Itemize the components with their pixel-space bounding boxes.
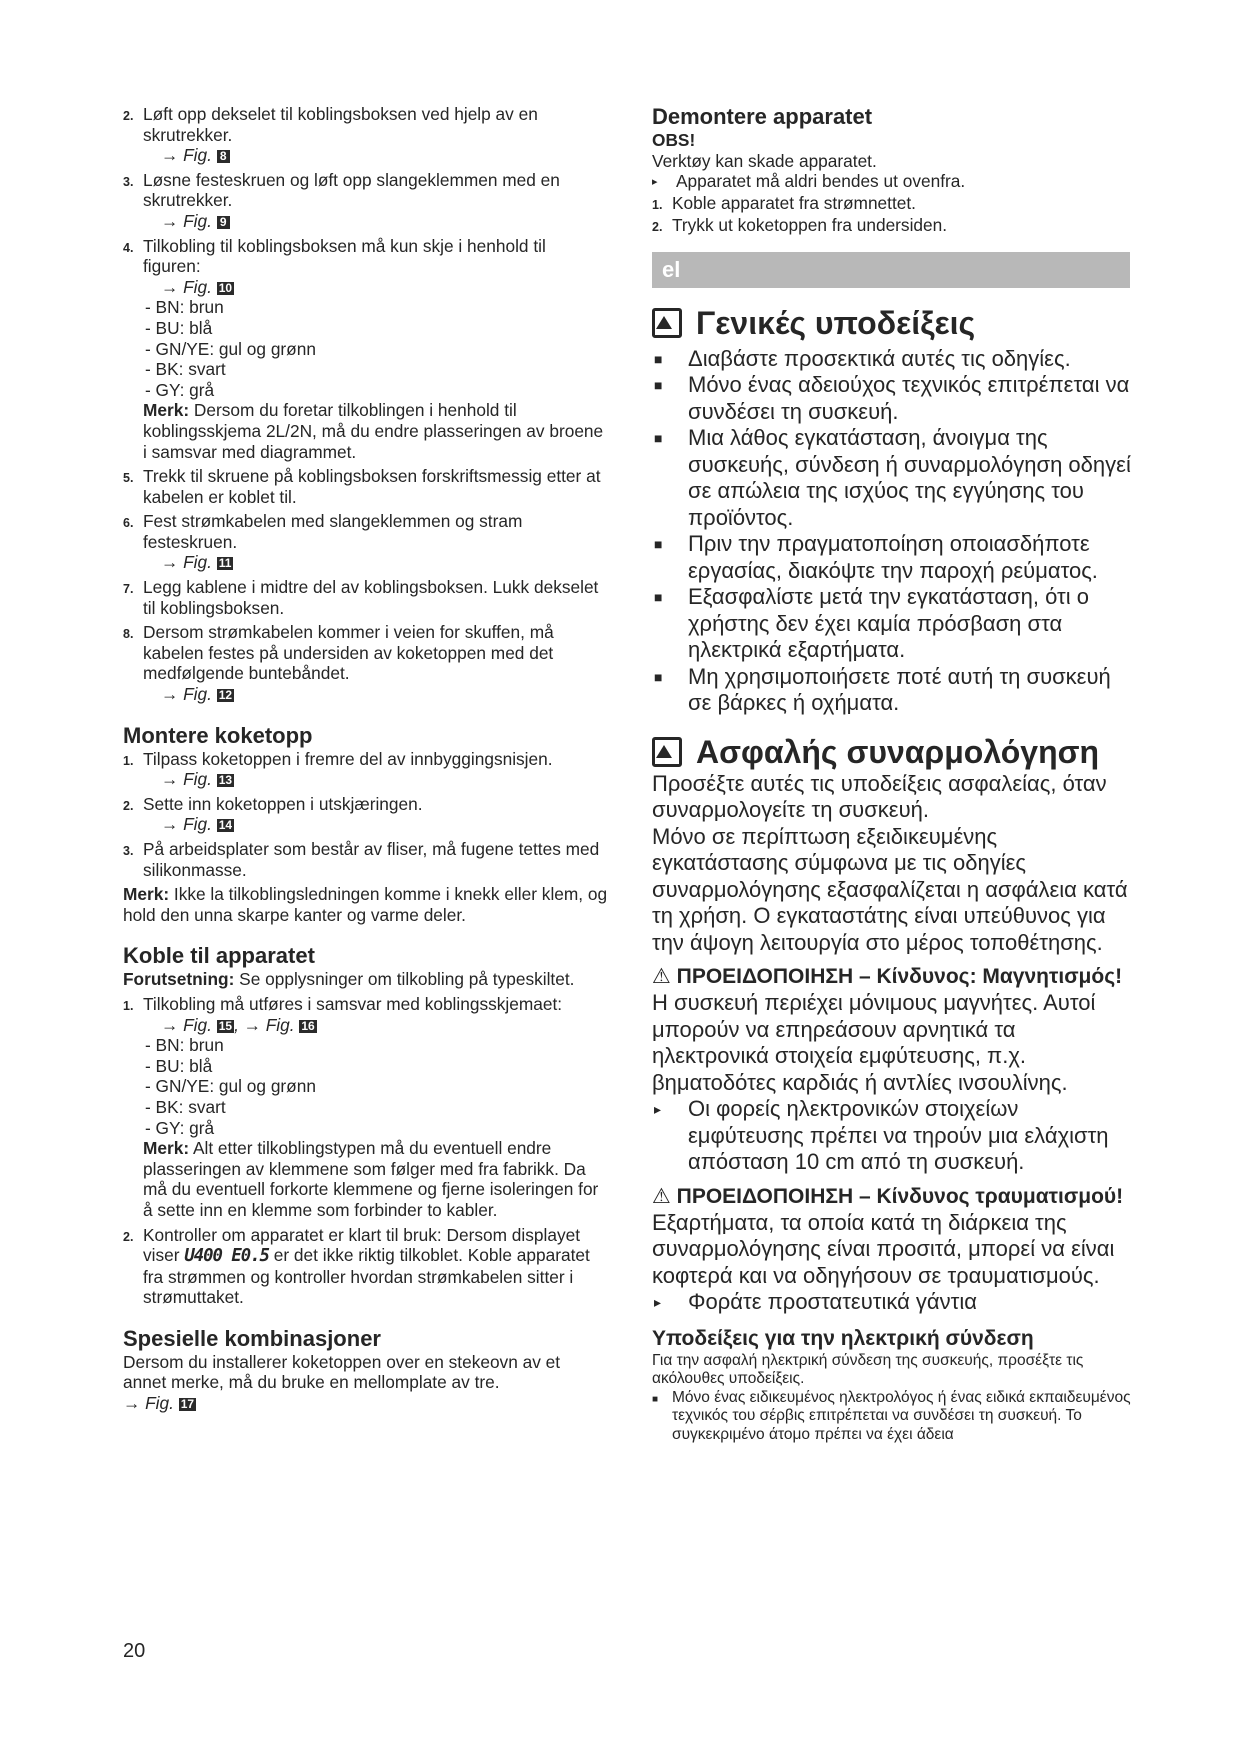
step-number: 1. bbox=[123, 753, 134, 768]
step-number: 4. bbox=[123, 240, 134, 255]
step-text: Legg kablene i midtre del av koblingsboksen. Lukk dekselet til koblingsboksen. bbox=[143, 577, 599, 618]
montere-step-1 bbox=[123, 749, 608, 790]
figure-number-badge: 10 bbox=[218, 280, 233, 295]
demontere-step-1 bbox=[652, 193, 1132, 216]
wire-color: - GY: grå bbox=[145, 1117, 215, 1138]
step-7 bbox=[123, 577, 608, 618]
caution-bullet: ▸ Apparatet må aldri bendes ut ovenfra. bbox=[652, 171, 966, 192]
figure-number-badge: 15 bbox=[218, 1018, 233, 1033]
paragraph: Η συσκευή περιέχει μόνιμους μαγνήτες. Αυτοί μπορούν να επηρεάσουν αρνητικά τα ηλεκτρονικά στοιχεία εμφύτευσης, π.χ. βηματοδότες καρδιάς ή αντλίες ινσουλίνης. bbox=[652, 990, 1096, 1095]
step-number: 1. bbox=[123, 998, 134, 1013]
figure-ref: → Fig. 17 bbox=[123, 1393, 195, 1414]
paragraph: Dersom du installerer koketoppen over en stekeovn av et annet merke, må du bruke en mellomplate av tre. bbox=[123, 1351, 561, 1393]
wire-color: - GY: grå bbox=[145, 379, 215, 400]
step-2 bbox=[123, 104, 608, 166]
caution-text: Verktøy kan skade apparatet. bbox=[652, 150, 877, 171]
list-item: ■ Μόνο ένας ειδικευμένος ηλεκτρολόγος ή ένας ειδικά εκπαιδευμένος τεχνικός του σέρβις επιτρέπεται να συνδέσει τη συσκευή. Το συγκεκριμένο άτομο πρέπει να έχει άδεια bbox=[652, 1388, 1131, 1443]
section-heading-safe-assembly: Ασφαλής συναρμολόγηση bbox=[652, 733, 1132, 771]
caution-label: OBS! bbox=[652, 130, 696, 150]
wire-color: - BU: blå bbox=[145, 317, 213, 338]
step-8 bbox=[123, 622, 608, 704]
wire-color: - GN/YE: gul og grønn bbox=[145, 338, 316, 359]
step-text: Koble apparatet fra strømnettet. bbox=[672, 192, 916, 213]
square-bullet-icon: ■ bbox=[654, 350, 663, 367]
montere-step-2 bbox=[123, 794, 608, 835]
section-heading-spesielle: Spesielle kombinasjoner bbox=[123, 1325, 381, 1351]
figure-ref: → Fig. 9 bbox=[161, 211, 608, 232]
step-number: 2. bbox=[123, 1229, 134, 1244]
square-bullet-icon: ■ bbox=[654, 430, 663, 447]
note: Merk: Dersom du foretar tilkoblingen i henhold til koblingsskjema 2L/2N, må du endre plasseringen av broene i samsvar med diagrammet. bbox=[143, 400, 604, 462]
step-number: 2. bbox=[123, 798, 134, 813]
step-number: 8. bbox=[123, 627, 134, 642]
step-4 bbox=[123, 236, 608, 463]
step-6 bbox=[123, 511, 608, 573]
step-text: Trykk ut koketoppen fra undersiden. bbox=[672, 215, 948, 236]
figure-ref: → Fig. 15 , → Fig. 16 bbox=[161, 1014, 315, 1035]
figure-ref: → Fig. 12 bbox=[161, 684, 233, 705]
step-number: 2. bbox=[652, 220, 663, 235]
wire-color: - BK: svart bbox=[145, 359, 226, 380]
list-item: ■ Μη χρησιμοποιήσετε ποτέ αυτή τη συσκευή σε βάρκες ή οχήματα. bbox=[654, 663, 1111, 716]
wire-color: - BN: brun bbox=[145, 297, 224, 318]
language-bar: el bbox=[652, 252, 1130, 288]
step-text: Trekk til skruene på koblingsboksen forskriftsmessig etter at kabelen er koblet til. bbox=[143, 466, 601, 507]
figure-number-badge: 14 bbox=[218, 818, 233, 833]
step-number: 3. bbox=[123, 174, 134, 189]
figure-number-badge: 9 bbox=[217, 216, 230, 229]
list-item: ■ Μια λάθος εγκατάσταση, άνοιγμα της συσκευής, σύνδεση ή συναρμολόγηση οδηγεί σε απώλεια της ισχύος της εγγύησης του προϊόντος. bbox=[654, 425, 1131, 530]
square-bullet-icon: ■ bbox=[654, 377, 663, 394]
square-bullet-icon: ■ bbox=[654, 589, 663, 606]
warning-triangle-icon: ⚠ bbox=[652, 1184, 671, 1208]
page-number: 20 bbox=[123, 1640, 146, 1662]
demontere-step-2 bbox=[652, 215, 1132, 238]
step-number: 2. bbox=[123, 109, 134, 123]
wire-color: - BK: svart bbox=[145, 1096, 226, 1117]
square-bullet-icon: ■ bbox=[652, 1393, 659, 1405]
figure-number-badge: 16 bbox=[301, 1018, 315, 1033]
warning-icon bbox=[652, 737, 682, 767]
step-text: På arbeidsplater som består av fliser, må fugene tettes med silikonmasse. bbox=[143, 839, 600, 880]
step-text: Tilkobling må utføres i samsvar med koblingsskjemaet: bbox=[143, 993, 563, 1014]
paragraph: Προσέξτε αυτές τις υποδείξεις ασφαλείας, όταν συναρμολογείτε τη συσκευή. bbox=[652, 770, 1107, 823]
step-number: 7. bbox=[123, 582, 134, 597]
square-bullet-icon: ■ bbox=[654, 536, 663, 553]
step-text: Løft opp dekselet til koblingsboksen ved hjelp av en skrutrekker. bbox=[143, 104, 538, 145]
figure-number-badge: 11 bbox=[218, 556, 232, 571]
arrow-bullet-icon: ▸ bbox=[652, 176, 658, 189]
left-column bbox=[123, 104, 608, 1414]
figure-ref: → Fig. 8 bbox=[161, 145, 608, 166]
figure-number-badge: 8 bbox=[217, 150, 230, 163]
figure-number-badge: 13 bbox=[218, 773, 233, 788]
step-number: 5. bbox=[123, 471, 134, 486]
square-bullet-icon: ■ bbox=[654, 668, 663, 685]
step-text: Tilkobling til koblingsboksen må kun skje i henhold til figuren: bbox=[143, 235, 546, 277]
list-item: ■ Πριν την πραγματοποίηση οποιασδήποτε εργασίας, διακόψτε την παροχή ρεύματος. bbox=[654, 531, 1098, 583]
figure-ref: → Fig. 10 bbox=[161, 276, 233, 297]
prerequisite: Forutsetning: Se opplysninger om tilkobling på typeskiltet. bbox=[123, 969, 575, 990]
right-column bbox=[652, 104, 1132, 1444]
step-text: Løsne festeskruen og løft opp slangeklemmen med en skrutrekker. bbox=[143, 169, 560, 211]
step-5 bbox=[123, 466, 608, 507]
warning-triangle-icon: ⚠ bbox=[652, 965, 671, 989]
section-heading-general: Γενικές υποδείξεις bbox=[652, 304, 1132, 342]
step-number: 3. bbox=[123, 844, 134, 858]
paragraph: Εξαρτήματα, τα οποία κατά τη διάρκεια της συναρμολόγησης είναι προσιτά, μπορεί να είναι κοφτερά και να οδηγήσουν σε τραυματισμούς. bbox=[652, 1209, 1115, 1288]
montere-step-3 bbox=[123, 839, 608, 880]
wire-color: - GN/YE: gul og grønn bbox=[145, 1076, 316, 1097]
step-number: 1. bbox=[652, 197, 663, 212]
wire-color: - BU: blå bbox=[145, 1055, 213, 1076]
figure-ref: → Fig. 13 bbox=[161, 769, 233, 790]
list-item: ■ Διαβάστε προσεκτικά αυτές τις οδηγίες. bbox=[654, 345, 1071, 371]
step-number: 6. bbox=[123, 516, 134, 531]
step-text: Tilpass koketoppen i fremre del av innbyggingsnisjen. bbox=[143, 748, 553, 769]
section-heading-electrical: Υποδείξεις για την ηλεκτρική σύνδεση bbox=[652, 1326, 1034, 1350]
step-text: Kontroller om apparatet er klart til bruk: Dersom displayet viser U400 E0.5 er det ikke riktig tilkoblet. Koble apparatet fra strømmen og kontroller hvordan strømkabelen sitter i strømuttaket. bbox=[143, 1224, 590, 1308]
arrow-bullet-icon: ▸ bbox=[654, 1101, 662, 1118]
section-heading-demontere: Demontere apparatet bbox=[652, 104, 873, 129]
warning-icon bbox=[652, 308, 682, 338]
paragraph: Μόνο σε περίπτωση εξειδικευμένης εγκατάστασης σύμφωνα με τις οδηγίες συναρμολόγησης εξασφαλίζεται η ασφάλεια κατά τη χρήση. Ο εγκαταστάτης είναι υπεύθυνος για την άψογη λειτουργία στο μέρος τοποθέτησης. bbox=[652, 823, 1128, 955]
figure-ref: → Fig. 14 bbox=[161, 814, 233, 835]
step-3 bbox=[123, 170, 608, 232]
list-item: ■ Μόνο ένας αδειούχος τεχνικός επιτρέπεται να συνδέσει τη συσκευή. bbox=[654, 372, 1130, 424]
section-heading-koble: Koble til apparatet bbox=[123, 943, 315, 969]
figure-ref: → Fig. 11 bbox=[161, 552, 232, 573]
list-item: ▸ Οι φορείς ηλεκτρονικών στοιχείων εμφύτευσης πρέπει να τηρούν μια ελάχιστη απόσταση 10 cm από τη συσκευή. bbox=[654, 1096, 1109, 1175]
figure-number-badge: 12 bbox=[218, 688, 233, 703]
step-text: Dersom strømkabelen kommer i veien for skuffen, må kabelen festes på undersiden av koketoppen med det medfølgende buntebåndet. bbox=[143, 622, 554, 684]
step-text: Sette inn koketoppen i utskjæringen. bbox=[143, 793, 423, 814]
step-text: Fest strømkabelen med slangeklemmen og stram festeskruen. bbox=[143, 511, 523, 552]
koble-step-2 bbox=[123, 1225, 608, 1308]
list-item: ■ Εξασφαλίστε μετά την εγκατάσταση, ότι ο χρήστης δεν έχει καμία πρόσβαση στα ηλεκτρικά εξαρτήματα. bbox=[654, 584, 1089, 663]
warning-injury: ⚠ ΠΡΟΕΙΔΟΠΟΙΗΣΗ – Κίνδυνος τραυματισμού! bbox=[652, 1184, 1124, 1208]
arrow-bullet-icon: ▸ bbox=[654, 1294, 662, 1311]
paragraph: Για την ασφαλή ηλεκτρική σύνδεση της συσκευής, προσέξτε τις ακόλουθες υποδείξεις. bbox=[652, 1351, 1084, 1388]
display-code: U400 E0.5 bbox=[184, 1246, 269, 1267]
list-item: ▸ Φοράτε προστατευτικά γάντια bbox=[654, 1289, 977, 1315]
koble-step-1 bbox=[123, 994, 608, 1221]
section-heading-montere: Montere koketopp bbox=[123, 722, 313, 748]
warning-magnetism: ⚠ ΠΡΟΕΙΔΟΠΟΙΗΣΗ – Κίνδυνος: Μαγνητισμός! bbox=[652, 965, 1123, 989]
wire-color: - BN: brun bbox=[145, 1035, 224, 1056]
note: Merk: Ikke la tilkoblingsledningen komme i knekk eller klem, og hold den unna skarpe kanter og varme deler. bbox=[123, 884, 608, 925]
figure-number-badge: 17 bbox=[180, 1397, 195, 1412]
note: Merk: Alt etter tilkoblingstypen må du eventuell endre plasseringen av klemmene som følger med fra fabrikk. Da må du eventuell forkorte klemmene og fjerne isoleringen for å sette inn en klemme som forbinder to kabler. bbox=[143, 1138, 599, 1220]
